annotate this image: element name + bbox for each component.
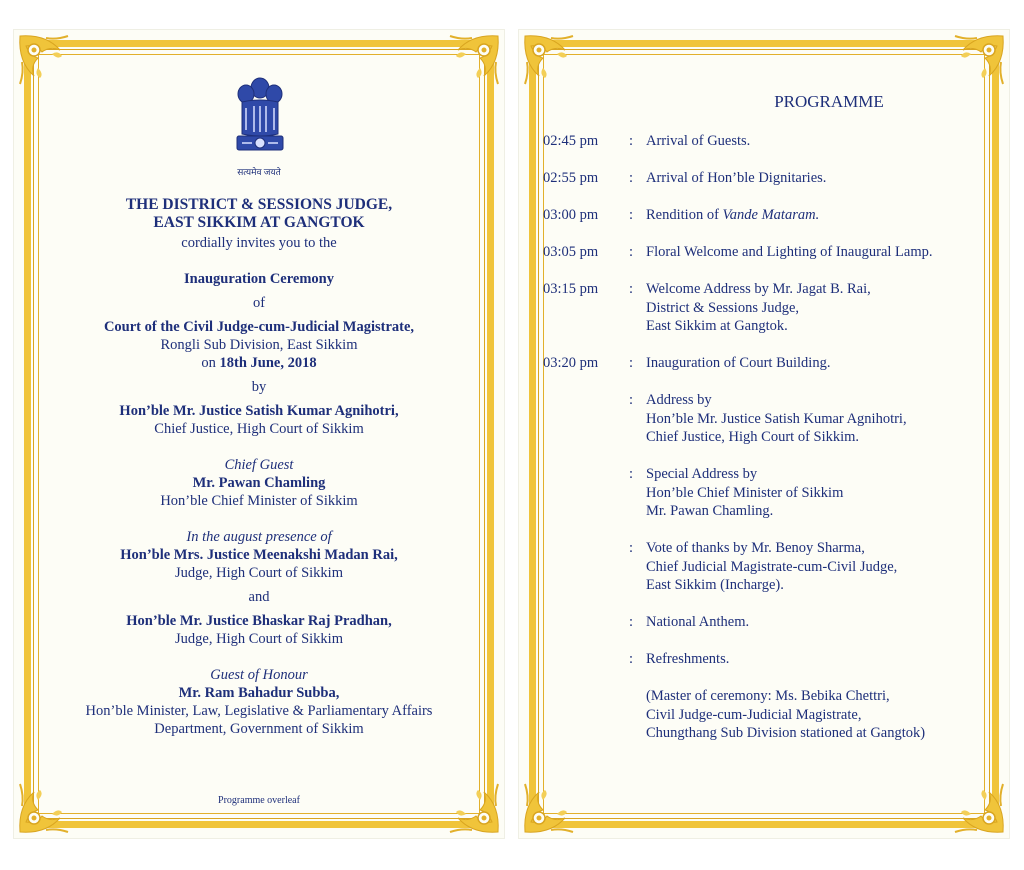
programme-card (519, 30, 1009, 838)
guest-of-honour-title-2: Department, Government of Sikkim (154, 721, 364, 737)
host-line-1: THE DISTRICT & SESSIONS JUDGE, (125, 196, 393, 213)
programme-description (646, 132, 996, 151)
invitation-text (14, 196, 504, 738)
date-prefix: on (201, 355, 220, 371)
programme-separator: : (629, 244, 634, 260)
programme-separator: : (629, 540, 634, 556)
programme-time: 03:20 pm (543, 355, 599, 371)
programme-description (646, 391, 996, 447)
corner-ornament (16, 32, 74, 90)
date-line (14, 354, 504, 372)
guest-of-honour-title-1: Hon’ble Minister, Law, Legislative & Parliamentary Affairs (85, 703, 433, 719)
presence-2-title: Judge, High Court of Sikkim (175, 631, 343, 647)
programme-time: 03:05 pm (543, 244, 599, 260)
programme-overleaf-note: Programme overleaf (218, 795, 300, 806)
court-name: Court of the Civil Judge-cum-Judicial Magistrate, (103, 319, 415, 335)
programme-description (646, 687, 996, 743)
programme-description (646, 206, 996, 225)
programme-description (646, 354, 996, 373)
programme-description (646, 465, 996, 521)
programme-separator: : (629, 614, 634, 630)
programme-line: East Sikkim at Gangtok. (646, 318, 788, 334)
guest-of-honour-label: Guest of Honour (210, 667, 308, 683)
programme-line: Address by (646, 392, 712, 408)
inaugurator-title: Chief Justice, High Court of Sikkim (154, 421, 364, 437)
programme-line: Civil Judge-cum-Judicial Magistrate, (646, 706, 862, 723)
programme-separator: : (629, 281, 634, 297)
programme-description (646, 613, 996, 632)
programme-separator: : (629, 133, 634, 149)
programme-line: Chief Judicial Magistrate-cum-Civil Judge, (646, 558, 898, 575)
programme-line: Vote of thanks by Mr. Benoy Sharma, (646, 540, 865, 556)
programme-separator: : (629, 651, 634, 667)
programme-italic-text: Vande Mataram. (722, 207, 820, 223)
event-date: 18th June, 2018 (219, 355, 317, 371)
programme-line: District & Sessions Judge, (646, 299, 800, 316)
corner-ornament (444, 32, 502, 90)
programme-description (646, 243, 996, 262)
programme-line: Special Address by (646, 466, 758, 482)
programme-line: (Master of ceremony: Ms. Bebika Chettri, (646, 688, 890, 704)
programme-line: Rendition of Vande Mataram. (646, 207, 820, 223)
programme-description (646, 280, 996, 336)
invitation-card (14, 30, 504, 838)
of-line: of (252, 295, 266, 311)
programme-separator: : (629, 207, 634, 223)
ceremony-title: Inauguration Ceremony (184, 271, 334, 287)
programme-line: Inauguration of Court Building. (646, 355, 831, 371)
inaugurator-name: Hon’ble Mr. Justice Satish Kumar Agnihotri, (119, 403, 399, 419)
programme-separator: : (629, 466, 634, 482)
invites-line: cordially invites you to the (181, 235, 337, 251)
emblem-motto: सत्यमेव जयते (237, 167, 281, 177)
programme-line: Refreshments. (646, 651, 730, 667)
and-line: and (248, 589, 270, 605)
programme-line: Hon’ble Mr. Justice Satish Kumar Agnihotri, (646, 410, 907, 427)
programme-separator: : (629, 355, 634, 371)
court-location: Rongli Sub Division, East Sikkim (160, 337, 358, 353)
programme-time: 02:55 pm (543, 170, 599, 186)
programme-separator: : (629, 392, 634, 408)
presence-2-name: Hon’ble Mr. Justice Bhaskar Raj Pradhan, (126, 613, 392, 629)
programme-time: 03:00 pm (543, 207, 599, 223)
programme-description (646, 650, 996, 669)
programme-line: Welcome Address by Mr. Jagat B. Rai, (646, 281, 871, 297)
presence-1-name: Hon’ble Mrs. Justice Meenakshi Madan Rai, (120, 547, 398, 563)
presence-label: In the august presence of (186, 529, 332, 545)
presence-1-title: Judge, High Court of Sikkim (175, 565, 343, 581)
by-line: by (251, 379, 267, 395)
programme-title: PROGRAMME (774, 92, 884, 111)
programme-description (646, 169, 996, 188)
programme-line: Chief Justice, High Court of Sikkim. (646, 429, 860, 445)
corner-ornament (521, 778, 579, 836)
corner-ornament (521, 32, 579, 90)
programme-line: Arrival of Hon’ble Dignitaries. (646, 170, 827, 186)
programme-separator: : (629, 170, 634, 186)
chief-guest-label: Chief Guest (224, 457, 294, 473)
host-line-2: EAST SIKKIM AT GANGTOK (153, 214, 365, 231)
national-emblem-icon (230, 72, 290, 168)
programme-line: Hon’ble Chief Minister of Sikkim (646, 484, 844, 501)
corner-ornament (949, 32, 1007, 90)
programme-time: 03:15 pm (543, 281, 599, 297)
guest-of-honour-name: Mr. Ram Bahadur Subba, (178, 685, 340, 701)
programme-line: East Sikkim (Incharge). (646, 577, 784, 593)
programme-time: 02:45 pm (543, 133, 599, 149)
programme-line: National Anthem. (646, 614, 750, 630)
corner-ornament (949, 778, 1007, 836)
chief-guest-name: Mr. Pawan Chamling (192, 475, 326, 491)
chief-guest-title: Hon’ble Chief Minister of Sikkim (160, 493, 358, 509)
programme-description (646, 539, 996, 595)
programme-line: Arrival of Guests. (646, 133, 751, 149)
programme-line: Chungthang Sub Division stationed at Gangtok) (646, 725, 926, 741)
programme-line: Mr. Pawan Chamling. (646, 503, 774, 519)
programme-line: Floral Welcome and Lighting of Inaugural Lamp. (646, 244, 933, 260)
